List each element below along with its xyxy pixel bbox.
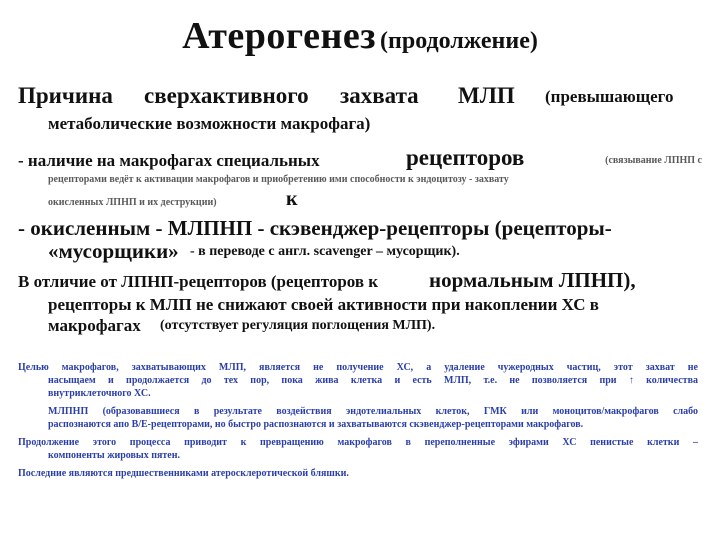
- p1-word-3: захвата: [340, 83, 419, 108]
- p2-line-2: рецепторами ведёт к активации макрофагов и приобретению ими способности к эндоцитозу - захвату: [48, 174, 509, 185]
- p1-line-2: метаболические возможности макрофага): [48, 114, 371, 133]
- p3-line-1: - окисленным - МЛПНП - скэвенджер-рецепторы (рецепторы-: [18, 216, 612, 240]
- note-2-line-1: МЛПНП (образовавшиеся в результате воздействия эндотелиальных клеток, ГМК или моноцитов/макрофагов слабо: [48, 406, 698, 417]
- title-main: Атерогенез: [182, 15, 377, 57]
- p4-line-2: рецепторы к МЛП не снижают своей активности при накоплении ХС в: [48, 295, 599, 314]
- note-3-line-2: компоненты жировых пятен.: [48, 450, 181, 461]
- note-3-line-1: Продолжение этого процесса приводит к превращению макрофагов в переполненные эфирами ХС пенистые клетки –: [18, 437, 698, 448]
- title-sub: (продолжение): [380, 28, 538, 54]
- p1-word-4: МЛП: [458, 83, 515, 108]
- note-4-line-1: Последние являются предшественниками атеросклеротической бляшки.: [18, 468, 349, 479]
- p3-line-2-main: «мусорщики»: [48, 239, 179, 263]
- p2-line-3: окисленных ЛПНП и их деструкции): [48, 197, 217, 208]
- p2-small-note: (связывание ЛПНП с: [605, 155, 702, 166]
- note-2-line-2: распознаются апо В/Е-рецепторами, но быстро распознаются и захватываются скэвенджер-рецепторами макрофагов.: [48, 419, 584, 430]
- p1-word-2: сверхактивного: [144, 83, 309, 108]
- note-1-line-3: внутриклеточного ХС.: [48, 388, 151, 399]
- slide-title: [0, 14, 720, 58]
- p4-line-1b: нормальным ЛПНП),: [429, 268, 636, 292]
- p2-lead: - наличие на макрофагах специальных: [18, 151, 320, 170]
- p3-line-2-note: - в переводе с англ. scavenger – мусорщик).: [190, 244, 460, 259]
- p4-line-1a: В отличие от ЛПНП-рецепторов (рецепторов к: [18, 272, 379, 291]
- p1-word-1: Причина: [18, 83, 113, 108]
- p4-line-3a: макрофагах: [48, 316, 141, 335]
- p2-big-word: рецепторов: [406, 145, 525, 170]
- p1-word-5: (превышающего: [545, 87, 674, 106]
- p2-k: к: [286, 188, 298, 210]
- note-1-line-2: насыщаем и продолжается до тех пор, пока жива клетка и есть МЛП, т.е. не позволяется при ↑ количества: [48, 375, 698, 386]
- p4-line-3b: (отсутствует регуляция поглощения МЛП).: [160, 318, 436, 333]
- note-1-line-1: Целью макрофагов, захватывающих МЛП, является не получение ХС, а удаление чужеродных частиц, этот захват не: [18, 362, 698, 373]
